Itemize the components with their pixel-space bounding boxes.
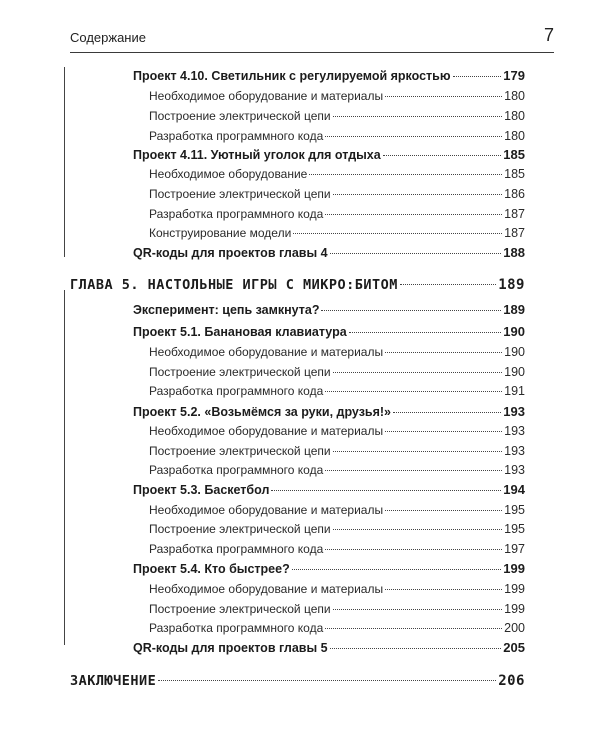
entry-title: Необходимое оборудование bbox=[149, 167, 308, 181]
dot-leader bbox=[385, 351, 502, 353]
entry-page: 190 bbox=[504, 345, 525, 359]
entry-page: 199 bbox=[504, 602, 525, 616]
chapter-title: ЗАКЛЮЧЕНИЕ bbox=[70, 673, 157, 689]
entry-page: 191 bbox=[504, 384, 525, 398]
entry-page: 180 bbox=[504, 129, 525, 143]
entry-title: Необходимое оборудование и материалы bbox=[149, 345, 384, 359]
toc-subentry[interactable] bbox=[149, 384, 525, 400]
toc-entry-project-4-11[interactable] bbox=[133, 147, 525, 163]
dot-leader bbox=[292, 568, 502, 570]
dot-leader bbox=[330, 647, 502, 649]
dot-leader bbox=[400, 283, 496, 285]
entry-title: Необходимое оборудование и материалы bbox=[149, 503, 384, 517]
toc-entry-qr-chapter-5[interactable] bbox=[133, 640, 525, 656]
dot-leader bbox=[325, 213, 502, 215]
header-title: Содержание bbox=[70, 30, 146, 45]
entry-page: 185 bbox=[504, 167, 525, 181]
entry-title: Разработка программного кода bbox=[149, 542, 324, 556]
entry-page: 206 bbox=[498, 673, 525, 689]
entry-title: Разработка программного кода bbox=[149, 129, 324, 143]
entry-page: 199 bbox=[504, 582, 525, 596]
entry-title: Построение электрической цепи bbox=[149, 187, 331, 201]
toc-subentry[interactable] bbox=[149, 345, 525, 361]
toc-subentry[interactable] bbox=[149, 424, 525, 440]
entry-title: Построение электрической цепи bbox=[149, 365, 331, 379]
toc-subentry[interactable] bbox=[149, 129, 525, 145]
entry-page: 193 bbox=[503, 404, 525, 419]
entry-page: 195 bbox=[504, 522, 525, 536]
toc-subentry[interactable] bbox=[149, 207, 525, 223]
entry-title: Необходимое оборудование и материалы bbox=[149, 582, 384, 596]
toc-subentry[interactable] bbox=[149, 463, 525, 479]
toc-entry-qr-chapter-4[interactable] bbox=[133, 245, 525, 261]
entry-page: 194 bbox=[503, 482, 525, 497]
dot-leader bbox=[271, 489, 501, 491]
entry-page: 189 bbox=[503, 302, 525, 317]
dot-leader bbox=[383, 154, 502, 156]
toc-subentry[interactable] bbox=[149, 187, 525, 203]
toc-entry-conclusion[interactable] bbox=[70, 673, 525, 691]
dot-leader bbox=[349, 331, 502, 333]
entry-title: Проект 5.4. Кто быстрее? bbox=[133, 562, 290, 576]
entry-title: Необходимое оборудование и материалы bbox=[149, 89, 384, 103]
dot-leader bbox=[333, 608, 503, 610]
toc-entry-experiment[interactable] bbox=[133, 302, 525, 318]
dot-leader bbox=[325, 390, 502, 392]
entry-title: QR-коды для проектов главы 4 bbox=[133, 246, 328, 260]
entry-page: 179 bbox=[503, 68, 525, 83]
dot-leader bbox=[333, 450, 503, 452]
dot-leader bbox=[330, 252, 502, 254]
entry-title: Разработка программного кода bbox=[149, 384, 324, 398]
dot-leader bbox=[453, 75, 502, 77]
toc-subentry[interactable] bbox=[149, 621, 525, 637]
dot-leader bbox=[385, 509, 502, 511]
toc-subentry[interactable] bbox=[149, 167, 525, 183]
toc-entry-project-5-4[interactable] bbox=[133, 561, 525, 577]
entry-page: 197 bbox=[504, 542, 525, 556]
toc-subentry[interactable] bbox=[149, 503, 525, 519]
toc-entry-project-4-10[interactable] bbox=[133, 68, 525, 84]
entry-title: Эксперимент: цепь замкнута? bbox=[133, 303, 320, 317]
toc-subentry[interactable] bbox=[149, 522, 525, 538]
entry-title: Разработка программного кода bbox=[149, 463, 324, 477]
dot-leader bbox=[325, 548, 502, 550]
entry-title: Проект 5.3. Баскетбол bbox=[133, 483, 270, 497]
toc-subentry[interactable] bbox=[149, 226, 525, 242]
entry-page: 185 bbox=[503, 147, 525, 162]
toc-subentry[interactable] bbox=[149, 89, 525, 105]
entry-title: Построение электрической цепи bbox=[149, 522, 331, 536]
page-number: 7 bbox=[543, 25, 554, 45]
entry-page: 199 bbox=[503, 561, 525, 576]
dot-leader bbox=[385, 95, 502, 97]
toc-entry-project-5-1[interactable] bbox=[133, 324, 525, 340]
entry-page: 190 bbox=[503, 324, 525, 339]
toc-subentry[interactable] bbox=[149, 542, 525, 558]
toc-subentry[interactable] bbox=[149, 109, 525, 125]
entry-title: Проект 4.11. Уютный уголок для отдыха bbox=[133, 148, 381, 162]
entry-title: Построение электрической цепи bbox=[149, 602, 331, 616]
dot-leader bbox=[321, 309, 501, 311]
entry-page: 193 bbox=[504, 444, 525, 458]
entry-page: 190 bbox=[504, 365, 525, 379]
entry-page: 187 bbox=[504, 207, 525, 221]
entry-title: Разработка программного кода bbox=[149, 621, 324, 635]
dot-leader bbox=[333, 528, 503, 530]
toc-entry-chapter-5[interactable] bbox=[70, 277, 525, 295]
chapter-title: ГЛАВА 5. НАСТОЛЬНЫЕ ИГРЫ С МИКРО:БИТОМ bbox=[70, 277, 398, 293]
dot-leader bbox=[333, 115, 503, 117]
dot-leader bbox=[325, 135, 502, 137]
entry-page: 195 bbox=[504, 503, 525, 517]
entry-page: 188 bbox=[503, 245, 525, 260]
entry-title: Конструирование модели bbox=[149, 226, 292, 240]
dot-leader bbox=[158, 679, 496, 681]
dot-leader bbox=[333, 193, 503, 195]
entry-title: Разработка программного кода bbox=[149, 207, 324, 221]
entry-page: 180 bbox=[504, 109, 525, 123]
toc-subentry[interactable] bbox=[149, 602, 525, 618]
entry-title: Построение электрической цепи bbox=[149, 444, 331, 458]
dot-leader bbox=[393, 411, 501, 413]
entry-page: 193 bbox=[504, 463, 525, 477]
toc-subentry[interactable] bbox=[149, 582, 525, 598]
entry-title: Проект 4.10. Светильник с регулируемой яркостью bbox=[133, 69, 451, 83]
toc-entry-project-5-3[interactable] bbox=[133, 482, 525, 498]
entry-page: 205 bbox=[503, 640, 525, 655]
entry-title: Проект 5.2. «Возьмёмся за руки, друзья!» bbox=[133, 405, 392, 419]
dot-leader bbox=[333, 371, 503, 373]
entry-title: Построение электрической цепи bbox=[149, 109, 331, 123]
entry-page: 187 bbox=[504, 226, 525, 240]
dot-leader bbox=[293, 232, 502, 234]
entry-page: 200 bbox=[504, 621, 525, 635]
entry-page: 180 bbox=[504, 89, 525, 103]
entry-page: 193 bbox=[504, 424, 525, 438]
entry-page: 186 bbox=[504, 187, 525, 201]
dot-leader bbox=[325, 469, 502, 471]
dot-leader bbox=[325, 627, 502, 629]
entry-title: Необходимое оборудование и материалы bbox=[149, 424, 384, 438]
entry-page: 189 bbox=[498, 277, 525, 293]
entry-title: Проект 5.1. Банановая клавиатура bbox=[133, 325, 347, 339]
dot-leader bbox=[385, 430, 502, 432]
toc-subentry[interactable] bbox=[149, 365, 525, 381]
toc-subentry[interactable] bbox=[149, 444, 525, 460]
entry-title: QR-коды для проектов главы 5 bbox=[133, 641, 328, 655]
toc-entry-project-5-2[interactable] bbox=[133, 404, 525, 420]
dot-leader bbox=[309, 173, 502, 175]
dot-leader bbox=[385, 588, 502, 590]
